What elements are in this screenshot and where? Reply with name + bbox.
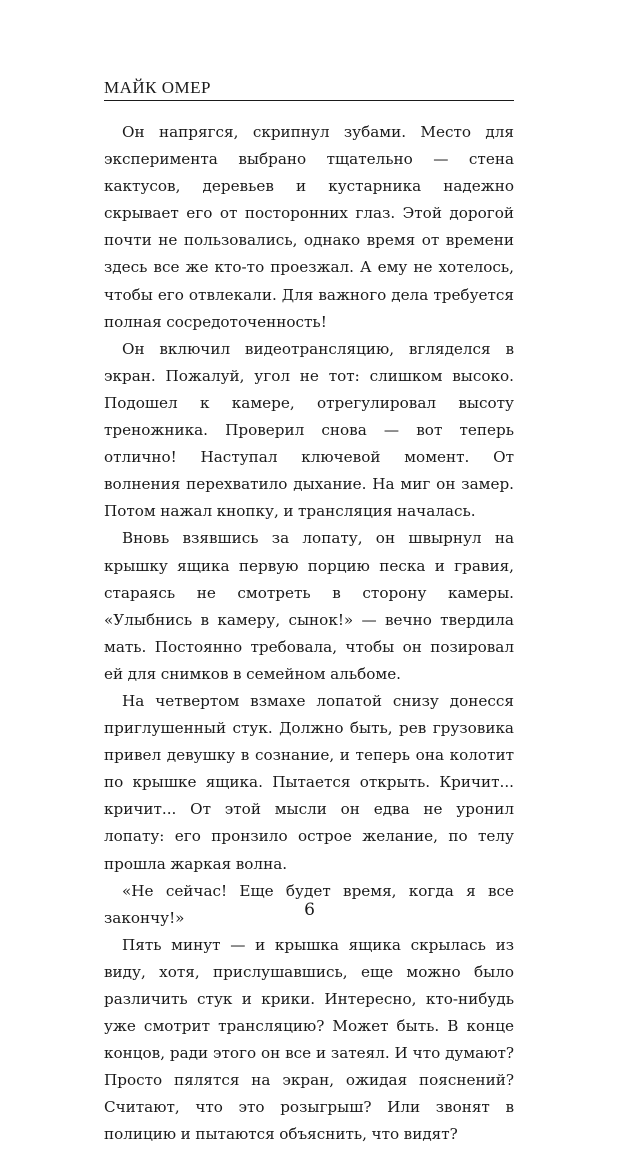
paragraph: Вновь взявшись за лопату, он швырнул на крышку ящика первую порцию песка и гравия, стараясь не смотреть в сторону камеры. «Улыбнись в камеру, сынок!» — вечно твердила мать. Постоянно требовала, чтобы он позировал ей для снимков в семейном альбоме. [104,529,514,683]
paragraph: На четвертом взмахе лопатой снизу донесся приглушенный стук. Должно быть, рев грузовика привел девушку в сознание, и теперь она колотит по крышке ящика. Пытается открыть. Кричит... кричит... От этой мысли он едва не уронил лопату: его пронзило острое желание, по телу прошла жаркая волна. [104,691,514,873]
page-number: 6 [304,900,315,920]
body-text [104,119,514,1149]
paragraph: Он включил видеотрансляцию, вгляделся в экран. Пожалуй, угол не тот: слишком высоко. Подошел к камере, отрегулировал высоту треножника. Проверил снова — вот теперь отлично! Наступал ключевой момент. От волнения перехватило дыхание. На миг он замер. Потом нажал кнопку, и трансляция началась. [104,339,514,521]
paragraph: Он напрягся, скрипнул зубами. Место для эксперимента выбрано тщательно — стена кактусов, деревьев и кустарника надежно скрывает его от посторонних глаз. Этой дорогой почти не пользовались, однако время от времени здесь все же кто-то проезжал. А ему не хотелось, чтобы его отвлекали. Для важного дела требуется полная сосредоточенность! [104,123,514,331]
paragraph: «Не сейчас! Еще будет время, когда я все закончу!» [104,881,514,927]
book-page [104,78,514,1149]
paragraph: Пять минут — и крышка ящика скрылась из виду, хотя, прислушавшись, еще можно было различить стук и крики. Интересно, кто-нибудь уже смотрит трансляцию? Может быть. В конце концов, ради этого он все и затеял. И что думают? Просто пялятся на экран, ожидая пояснений? Считают, что это розыгрыш? Или звонят в полицию и пытаются объяснить, что видят? [104,935,514,1144]
running-head-author: МАЙК ОМЕР [104,78,514,101]
